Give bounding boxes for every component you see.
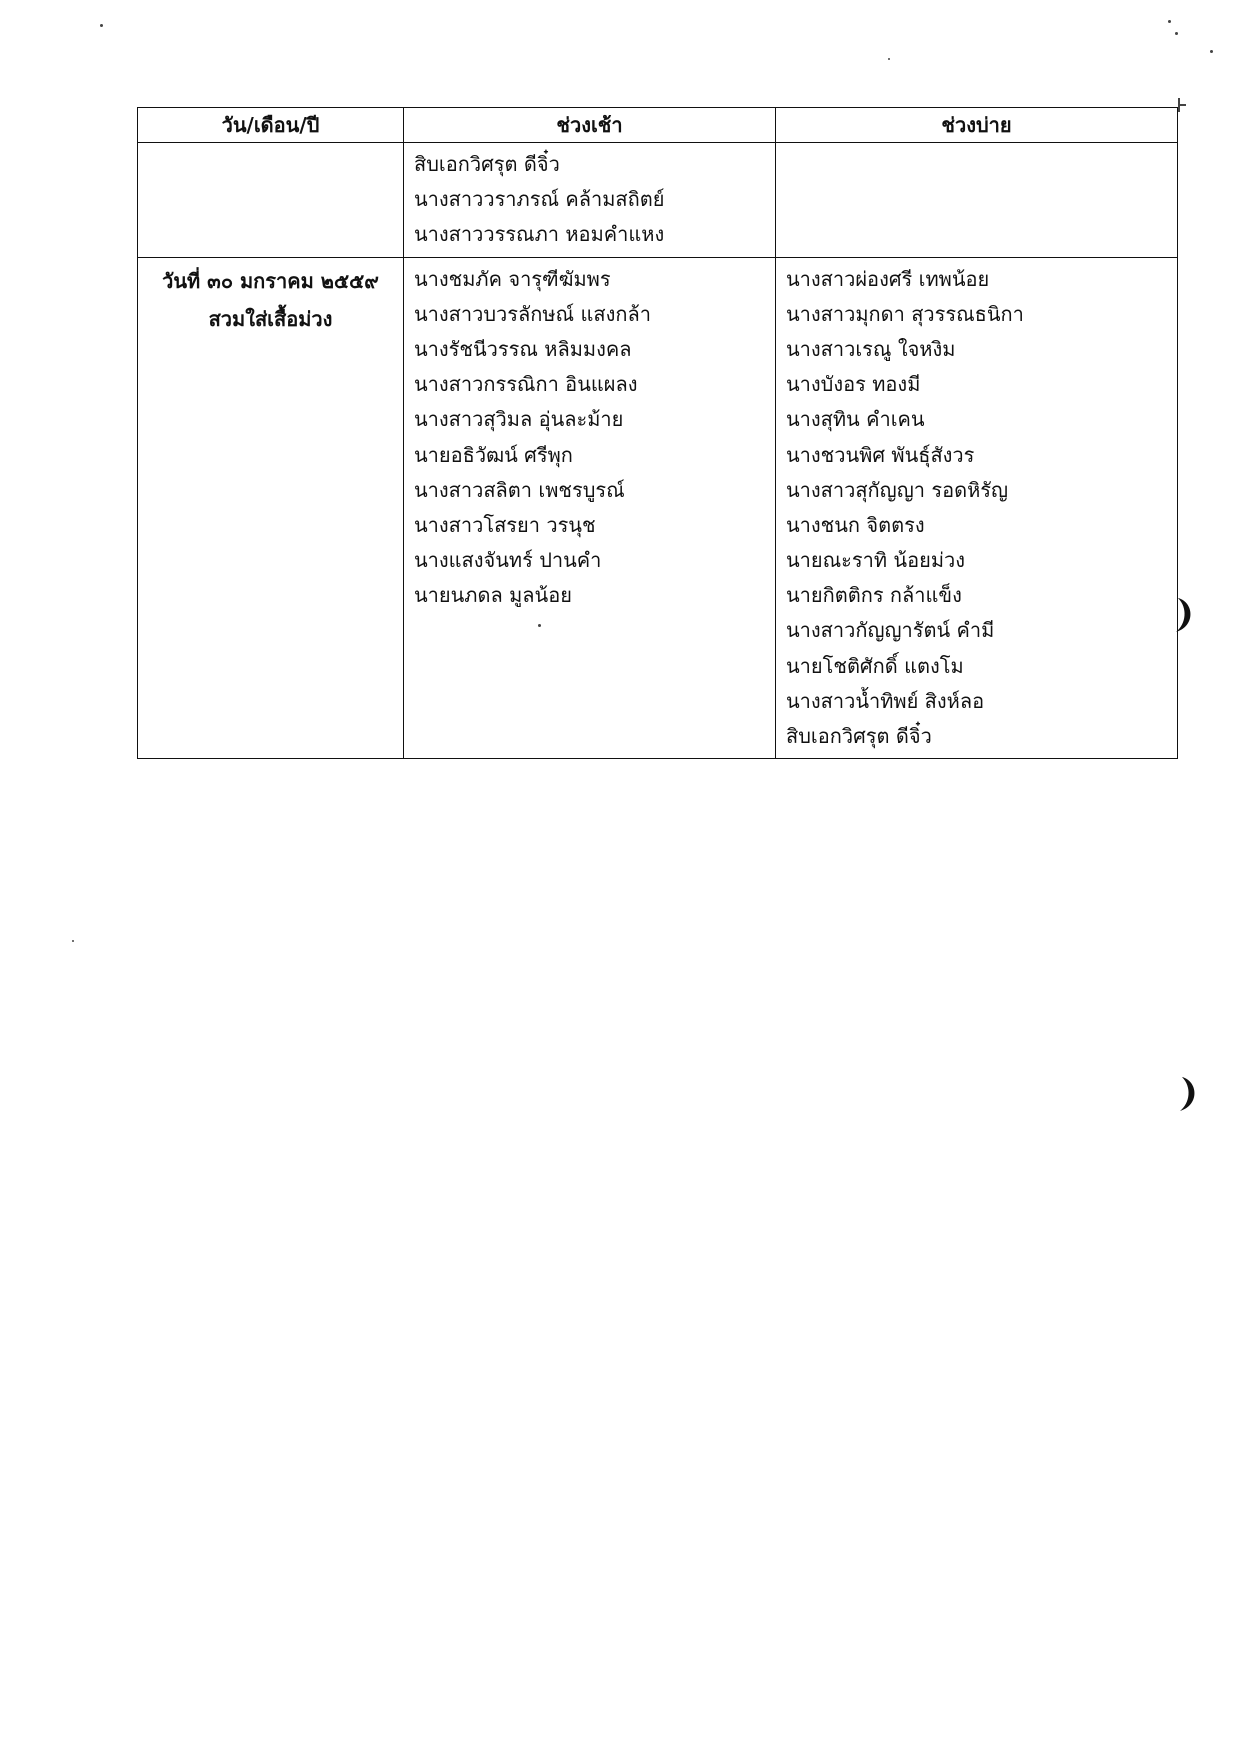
morning-cell xyxy=(404,257,776,759)
punch-hole-shadow-icon xyxy=(1176,1075,1202,1113)
scan-speck xyxy=(1178,104,1186,106)
morning-name: นางสาววรรณภา หอมคำแหง xyxy=(414,222,665,247)
scan-speck xyxy=(1168,20,1171,23)
morning-name: สิบเอกวิศรุต ดีจิ๋ว xyxy=(414,152,560,176)
dress-code-label: สวมใส่เสื้อม่วง xyxy=(208,306,333,331)
afternoon-cell xyxy=(776,257,1178,759)
morning-name: นางสาวบวรลักษณ์ แสงกล้า xyxy=(414,301,651,326)
morning-name: นางสาวโสรยา วรนุช xyxy=(414,512,596,537)
afternoon-name: นางสาวผ่องศรี เทพน้อย xyxy=(786,266,990,291)
scan-speck xyxy=(1175,32,1178,35)
date-cell xyxy=(138,257,404,759)
date-label: วันที่ ๓๐ มกราคม ๒๕๕๙ xyxy=(162,268,379,293)
morning-name: นางสาวกรรณิกา อินแผลง xyxy=(414,372,638,397)
scan-speck xyxy=(538,624,541,627)
morning-name: นางสาวสลิตา เพชรบูรณ์ xyxy=(414,477,625,502)
afternoon-name: นางชนก จิตตรง xyxy=(786,512,925,537)
morning-cell xyxy=(404,143,776,258)
morning-name: นางสาววราภรณ์ คล้ามสถิตย์ xyxy=(414,187,665,212)
morning-name: นายอธิวัฒน์ ศรีพุก xyxy=(414,442,573,467)
morning-name: นายนภดล มูลน้อย xyxy=(414,583,572,608)
table-header-row xyxy=(138,108,1178,143)
scan-speck xyxy=(888,58,890,60)
morning-name: นางแสงจันทร์ ปานคำ xyxy=(414,548,602,573)
header-morning: ช่วงเช้า xyxy=(404,108,776,143)
morning-name: นางชมภัค จารุฑีฆัมพร xyxy=(414,266,611,291)
morning-name: นางรัชนีวรรณ หลิมมงคล xyxy=(414,336,632,361)
afternoon-name: นางสาวมุกดา สุวรรณธนิกา xyxy=(786,301,1024,326)
date-cell xyxy=(138,143,404,258)
scan-speck xyxy=(72,940,74,942)
afternoon-cell xyxy=(776,143,1178,258)
afternoon-name: นางสาวเรณู ใจหงิม xyxy=(786,336,956,361)
table-row xyxy=(138,143,1178,258)
afternoon-name: นายโชติศักดิ์ แตงโม xyxy=(786,653,964,678)
header-afternoon: ช่วงบ่าย xyxy=(776,108,1178,143)
table-row xyxy=(138,257,1178,759)
scan-speck xyxy=(1210,50,1213,53)
duty-schedule-table xyxy=(137,107,1178,759)
afternoon-name: นางสาวสุกัญญา รอดหิรัญ xyxy=(786,477,1009,502)
afternoon-name: นางสาวน้ำทิพย์ สิงห์ลอ xyxy=(786,688,985,713)
afternoon-name: นางสุทิน คำเคน xyxy=(786,407,925,432)
scan-speck xyxy=(100,24,103,27)
afternoon-name: สิบเอกวิศรุต ดีจิ๋ว xyxy=(786,724,932,748)
morning-name: นางสาวสุวิมล อุ่นละม้าย xyxy=(414,407,624,432)
punch-hole-shadow-icon xyxy=(1172,596,1198,634)
afternoon-name: นายกิตติกร กล้าแข็ง xyxy=(786,583,962,608)
afternoon-name: นายณะราทิ น้อยม่วง xyxy=(786,548,966,573)
afternoon-name: นางบังอร ทองมี xyxy=(786,372,921,397)
afternoon-name: นางสาวกัญญารัตน์ คำมี xyxy=(786,618,995,643)
header-date: วัน/เดือน/ปี xyxy=(138,108,404,143)
afternoon-name: นางชวนพิศ พันธุ์สังวร xyxy=(786,442,975,467)
